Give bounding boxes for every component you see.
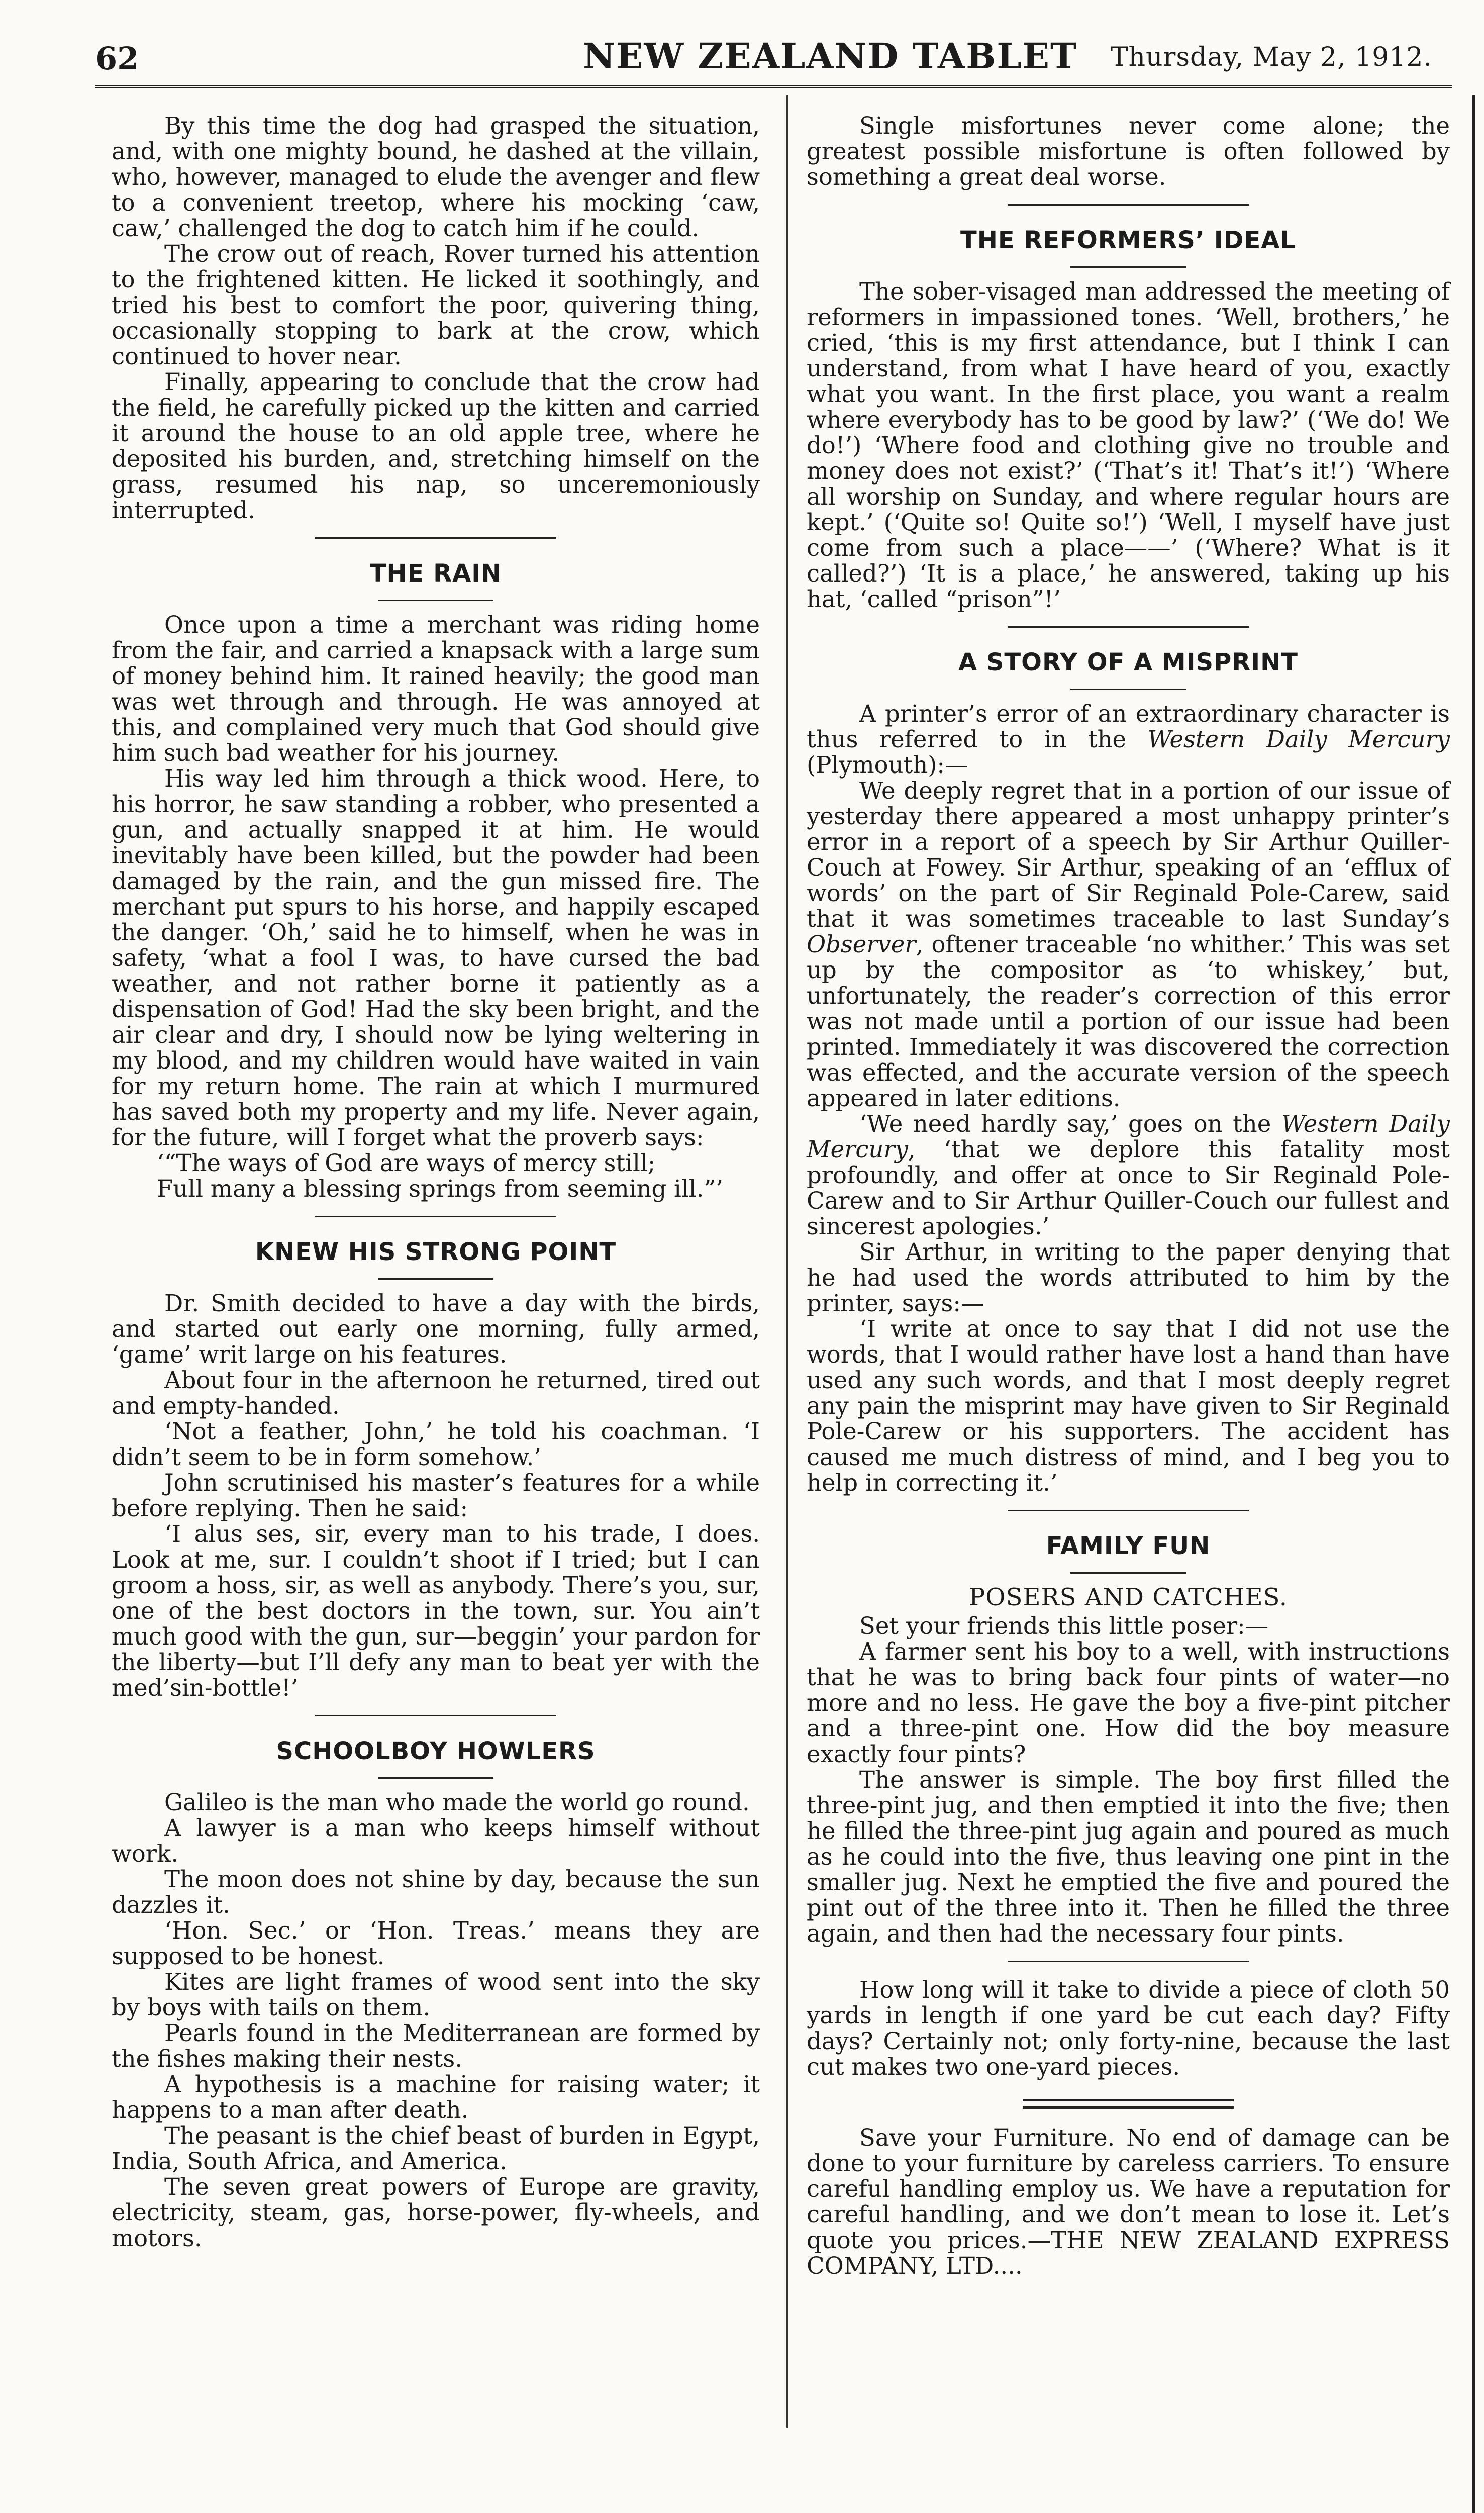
list-item: The seven great powers of Europe are gravity, electricity, steam, gas, horse-power, fly-wheels, and motors. (112, 2173, 760, 2252)
page-edge-rule (1472, 95, 1475, 2513)
heading-rule (378, 600, 493, 601)
list-item: A hypothesis is a machine for raising water; it happens to a man after death. (112, 2071, 760, 2123)
list-item: ‘Hon. Sec.’ or ‘Hon. Treas.’ means they are supposed to be honest. (112, 1917, 760, 1970)
paragraph: How long will it take to divide a piece of cloth 50 yards in length if one yard be cut each day? Fifty days? Certainly not; only forty-nine, because the last cut makes two one-yard pieces. (807, 1976, 1450, 2080)
paragraph: The answer is simple. The boy first filled the three-pint jug, and then emptied it into the five; then he filled the three-pint jug again and poured as much as he could into the five, thus leaving one pint in the smaller jug. Next he emptied the five and poured the pint out of the three into it. Then he filled the three again, and then had the necessary four pints. (807, 1766, 1450, 1947)
paragraph: His way led him through a thick wood. Here, to his horror, he saw standing a robber, who presented a gun, and actually snapped it at him. He would inevitably have been killed, but the powder had been damaged by the rain, and the gun missed fire. The merchant put spurs to his horse, and happily escaped the danger. ‘Oh,’ said he to himself, when he was in safety, ‘what a fool I was, to have cursed the bad weather, and not rather borne it patiently as a dispensation of God! Had the sky been bright, and the air clear and dry, I should now be lying weltering in my blood, and my children would have waited in vain for my return home. The rain at which I murmured has saved both my property and my life. Never again, for the future, will I forget what the proverb says: (112, 765, 760, 1151)
header-rule (95, 85, 1452, 88)
heading-rule (1070, 689, 1186, 690)
section-divider (315, 537, 556, 539)
list-item: The moon does not shine by day, because the sun dazzles it. (112, 1866, 760, 1918)
heading-knew-his-strong-point: KNEW HIS STRONG POINT (255, 1238, 617, 1266)
list-item: Galileo is the man who made the world go round. (164, 1789, 750, 1816)
list-item: A lawyer is a man who keeps himself without work. (112, 1814, 760, 1867)
paragraph: Single misfortunes never come alone; the greatest possible misfortune is often followed by something a great deal worse. (807, 112, 1450, 190)
right-column (807, 113, 1450, 2279)
paragraph: ‘Not a feather, John,’ he told his coachman. ‘I didn’t seem to be in form somehow.’ (112, 1418, 760, 1471)
subheading-posers-and-catches: POSERS AND CATCHES. (968, 1583, 1288, 1611)
paragraph: ‘I write at once to say that I did not use the words, that I would rather have lost a hand than have used any such words, and that I most deeply regret any pain the misprint may have given to Sir Reginald Pole-Carew or his supporters. The accident has caused me much distress of mind, and I beg you to help in correcting it.’ (807, 1315, 1450, 1496)
double-rule (1023, 2099, 1234, 2109)
advertisement (807, 2125, 1450, 2279)
left-column (112, 113, 760, 2251)
page-number: 62 (95, 40, 139, 77)
list-item: The peasant is the chief beast of burden in Egypt, India, South Africa, and America. (112, 2122, 760, 2175)
paragraph: Set your friends this little poser:— (859, 1612, 1269, 1639)
paragraph: ‘We need hardly say,’ goes on the Western Daily Mercury, ‘that we deplore this fatality most profoundly, and offer at once to Sir Reginald Pole-Carew and to Sir Arthur Quiller-Couch our fullest and sincerest apologies.’ (807, 1110, 1450, 1240)
heading-family-fun: FAMILY FUN (1046, 1532, 1211, 1560)
column-divider (786, 95, 788, 2428)
verse-line: ‘“The ways of God are ways of mercy still; (157, 1149, 656, 1177)
masthead-title: NEW ZEALAND TABLET (583, 35, 1078, 77)
section-divider (1008, 626, 1249, 628)
section-divider (315, 1216, 556, 1217)
section-divider (1008, 204, 1249, 206)
paragraph: Finally, appearing to conclude that the crow had the field, he carefully picked up the kitten and carried it around the house to an old apple tree, where he deposited his burden, and, stretching himself on the grass, resumed his nap, so unceremoniously interrupted. (112, 368, 760, 524)
issue-date: Thursday, May 2, 1912. (1110, 42, 1432, 72)
paragraph: A farmer sent his boy to a well, with instructions that he was to bring back four pints of water—no more and no less. He gave the boy a five-pint pitcher and a three-pint one. How did the boy measure exactly four pints? (807, 1638, 1450, 1768)
page-header (95, 35, 1452, 90)
heading-rule (378, 1777, 493, 1779)
paragraph: John scrutinised his master’s features for a while before replying. Then he said: (112, 1469, 760, 1522)
paragraph: We deeply regret that in a portion of our issue of yesterday there appeared a most unhappy printer’s error in a report of a speech by Sir Arthur Quiller-Couch at Fowey. Sir Arthur, speaking of an ‘efflux of words’ on the part of Sir Reginald Pole-Carew, said that it was sometimes traceable to last Sunday’s Observer, oftener traceable ‘no whither.’ This was set up by the compositor as ‘to whiskey,’ but, unfortunately, the reader’s correction of this error was not made until a portion of our issue had been printed. Immediately it was discovered the correction was effected, and the accurate version of the speech appeared in later editions. (807, 777, 1450, 1112)
list-item: Kites are light frames of wood sent into the sky by boys with tails on them. (112, 1968, 760, 2021)
heading-rule (1070, 266, 1186, 268)
paragraph: The crow out of reach, Rover turned his attention to the frightened kitten. He licked it soothingly, and tried his best to comfort the poor, quivering thing, occasionally stopping to bark at the crow, which continued to hover near. (112, 240, 760, 370)
heading-story-of-a-misprint: A STORY OF A MISPRINT (958, 648, 1299, 676)
heading-rule (378, 1278, 493, 1280)
paragraph: Once upon a time a merchant was riding home from the fair, and carried a knapsack with a large sum of money behind him. It rained heavily; the good man was wet through and through. He was annoyed at this, and complained very much that God should give him such bad weather for his journey. (112, 611, 760, 766)
verse-line: Full many a blessing springs from seeming ill.”’ (157, 1175, 724, 1202)
advertisement-text: Save your Furniture. No end of damage can be done to your furniture by careless carriers. To ensure careful handling employ us. We have a reputation for careful handling, and we don’t mean to lose it. Let’s quote you prices.—THE NEW ZEALAND EXPRESS COMPANY, LTD.... (807, 2124, 1450, 2279)
heading-the-rain: THE RAIN (369, 559, 502, 588)
list-item: Pearls found in the Mediterranean are formed by the fishes making their nests. (112, 2019, 760, 2072)
paragraph: Sir Arthur, in writing to the paper denying that he had used the words attributed to him by the printer, says:— (807, 1238, 1450, 1317)
section-divider (315, 1715, 556, 1716)
paragraph: The sober-visaged man addressed the meeting of reformers in impassioned tones. ‘Well, brothers,’ he cried, ‘this is my first attendance, but I think I can understand, from what I have heard of you, exactly what you want. In the first place, you want a realm where everybody has to be good by law?’ (‘We do! We do!’) ‘Where food and clothing give no trouble and money does not exist?’ (‘That’s it! That’s it!’) ‘Where all worship on Sunday, and where regular hours are kept.’ (‘Quite so! Quite so!’) ‘Well, I myself have just come from such a place——’ (‘Where? What is it called?’) ‘It is a place,’ he answered, taking up his hat, ‘called “prison”!’ (807, 278, 1450, 613)
section-divider (1008, 1510, 1249, 1511)
paragraph: By this time the dog had grasped the situation, and, with one mighty bound, he dashed at the villain, who, however, managed to elude the avenger and flew to a convenient treetop, where his mocking ‘caw, caw,’ challenged the dog to catch him if he could. (112, 112, 760, 242)
paragraph: About four in the afternoon he returned, tired out and empty-handed. (112, 1367, 760, 1419)
paragraph: A printer’s error of an extraordinary character is thus referred to in the Western Daily Mercury (Plymouth):— (807, 700, 1450, 779)
heading-reformers-ideal: THE REFORMERS’ IDEAL (960, 226, 1296, 254)
heading-rule (1070, 1572, 1186, 1574)
paragraph: Dr. Smith decided to have a day with the birds, and started out early one morning, fully armed, ‘game’ writ large on his features. (112, 1290, 760, 1368)
paragraph: ‘I alus ses, sir, every man to his trade, I does. Look at me, sur. I couldn’t shoot if I tried; but I can groom a hoss, sir, as well as anybody. There’s you, sur, one of the best doctors in the town, sur. You ain’t much good with the gun, sur—beggin’ your pardon for the liberty—but I’ll defy any man to beat yer with the med’sin-bottle!’ (112, 1520, 760, 1701)
heading-schoolboy-howlers: SCHOOLBOY HOWLERS (276, 1737, 596, 1765)
